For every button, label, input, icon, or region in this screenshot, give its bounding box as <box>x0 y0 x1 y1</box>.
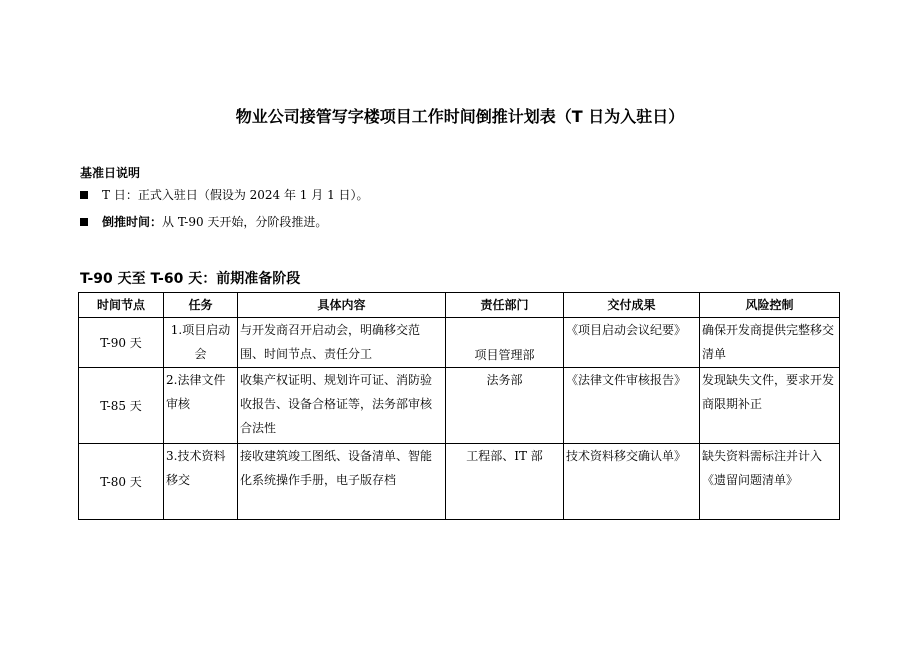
square-bullet-icon <box>80 218 88 226</box>
baseline-item-text: 从 T-90 天开始，分阶段推进。 <box>162 215 328 229</box>
table-header-row <box>79 293 840 318</box>
header-deliverable: 交付成果 <box>564 293 700 318</box>
cell-content: 接收建筑竣工图纸、设备清单、智能化系统操作手册，电子版存档 <box>238 444 446 520</box>
header-risk: 风险控制 <box>700 293 840 318</box>
cell-content: 与开发商召开启动会，明确移交范围、时间节点、责任分工 <box>238 318 446 368</box>
header-time-node: 时间节点 <box>79 293 164 318</box>
cell-time-node: T-80 天 <box>79 444 164 520</box>
cell-department: 法务部 <box>446 368 564 444</box>
cell-deliverable: 《法律文件审核报告》 <box>564 368 700 444</box>
cell-risk: 缺失资料需标注并计入《遗留问题清单》 <box>700 444 840 520</box>
cell-risk: 确保开发商提供完整移交清单 <box>700 318 840 368</box>
baseline-item-t-day <box>80 186 369 203</box>
table-row <box>79 318 840 368</box>
phase-title: T-90 天至 T-60 天：前期准备阶段 <box>80 271 301 287</box>
cell-deliverable: 《项目启动会议纪要》 <box>564 318 700 368</box>
cell-department: 工程部、IT 部 <box>446 444 564 520</box>
header-task: 任务 <box>164 293 238 318</box>
baseline-item-label: 倒推时间： <box>102 215 163 229</box>
cell-department: 项目管理部 <box>446 318 564 368</box>
baseline-item-label: T 日： <box>102 188 138 202</box>
cell-task: 3.技术资料移交 <box>164 444 238 520</box>
table-row <box>79 444 840 520</box>
page-title: 物业公司接管写字楼项目工作时间倒推计划表（T 日为入驻日） <box>235 107 685 126</box>
cell-content: 收集产权证明、规划许可证、消防验收报告、设备合格证等，法务部审核合法性 <box>238 368 446 444</box>
header-content: 具体内容 <box>238 293 446 318</box>
cell-task: 1.项目启动会 <box>164 318 238 368</box>
plan-table <box>78 292 840 520</box>
baseline-heading: 基准日说明 <box>80 166 141 180</box>
baseline-item-text: 正式入驻日（假设为 2024 年 1 月 1 日）。 <box>137 188 369 202</box>
table-row <box>79 368 840 444</box>
header-department: 责任部门 <box>446 293 564 318</box>
cell-deliverable: 技术资料移交确认单》 <box>564 444 700 520</box>
cell-risk: 发现缺失文件，要求开发商限期补正 <box>700 368 840 444</box>
cell-task: 2.法律文件审核 <box>164 368 238 444</box>
square-bullet-icon <box>80 191 88 199</box>
cell-time-node: T-90 天 <box>79 318 164 368</box>
cell-time-node: T-85 天 <box>79 368 164 444</box>
baseline-item-backward <box>80 213 327 230</box>
